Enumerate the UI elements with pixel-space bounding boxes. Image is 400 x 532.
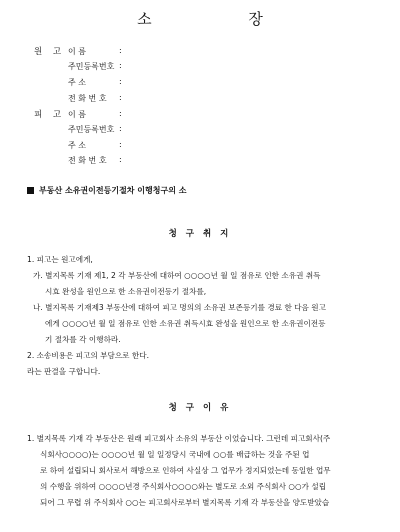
- plaintiff-id-colon: :: [119, 61, 122, 70]
- defendant-role: 피 고: [34, 110, 66, 120]
- plaintiff-name-label: 이 름: [68, 47, 86, 56]
- case-title: [27, 185, 186, 196]
- defendant-id-label: 주민등록번호: [68, 125, 115, 134]
- defendant-address-colon: :: [119, 140, 122, 149]
- plaintiff-phone-colon: :: [119, 93, 122, 102]
- claim-line: 가. 별지목록 기재 제1, 2 각 부동산에 대하여 ○○○○년 월 일 점유로 인한 소유권 취득: [33, 271, 321, 280]
- cause-line: 식회사○○○○)는 ○○○○년 월 일 일정당시 국내에 ○○를 배급하는 것을 주된 업: [40, 450, 310, 459]
- plaintiff-id-label: 주민등록번호: [68, 62, 115, 71]
- defendant-id-colon: :: [119, 124, 122, 133]
- defendant-address-label: 주 소: [68, 141, 86, 150]
- defendant-phone-colon: :: [119, 155, 122, 164]
- claim-line: 나. 별지목록 기재제3 부동산에 대하여 피고 명의의 소유권 보존등기를 경료 한 다음 원고: [33, 303, 326, 312]
- claim-line: 기 절차를 각 이행하라.: [45, 335, 121, 344]
- plaintiff-name-colon: :: [119, 46, 122, 55]
- cause-line: 되어 그 무렵 위 주식회사 ○○는 피고회사로부터 별지목록 기재 각 부동산을 양도받았습: [40, 498, 330, 507]
- case-title-text: 부동산 소유권이전등기절차 이행청구의 소: [39, 186, 187, 195]
- plaintiff-address-label: 주 소: [68, 78, 86, 87]
- claim-line: 에게 ○○○○년 월 일 점유로 인한 소유권 취득시효 완성을 원인으로 한 소유권이전등: [45, 319, 326, 328]
- plaintiff-address-colon: :: [119, 77, 122, 86]
- square-bullet-icon: [27, 187, 34, 194]
- document-title: 소 장: [137, 10, 309, 28]
- plaintiff-phone-label: 전 화 번 호: [68, 94, 107, 103]
- defendant-name-colon: :: [119, 109, 122, 118]
- cause-line: 로 하여 설립되니 회사로서 해방으로 인하여 사실상 그 업무가 정지되었는데 동일한 업무: [40, 466, 331, 475]
- plaintiff-role: 원 고: [34, 47, 66, 57]
- claim-heading: 청 구 취 지: [168, 229, 232, 239]
- defendant-phone-label: 전 화 번 호: [68, 156, 107, 165]
- cause-heading: 청 구 이 유: [168, 403, 232, 413]
- cause-line: 의 수행을 위하여 ○○○○년경 주식회사○○○○와는 별도로 소외 주식회사 ○○가 설립: [40, 482, 327, 491]
- claim-line: 1. 피고는 원고에게,: [27, 255, 93, 264]
- claim-line: 2. 소송비용은 피고의 부담으로 한다.: [27, 351, 150, 360]
- claim-line: 시효 완성을 원인으로 한 소유권이전등기 절차를,: [45, 287, 207, 296]
- defendant-name-label: 이 름: [68, 110, 86, 119]
- cause-line: 1. 별지목록 기재 각 부동산은 원래 피고회사 소유의 부동산 이었습니다. 그런데 피고회사(주: [27, 434, 331, 443]
- claim-line: 라는 판결을 구합니다.: [27, 367, 101, 376]
